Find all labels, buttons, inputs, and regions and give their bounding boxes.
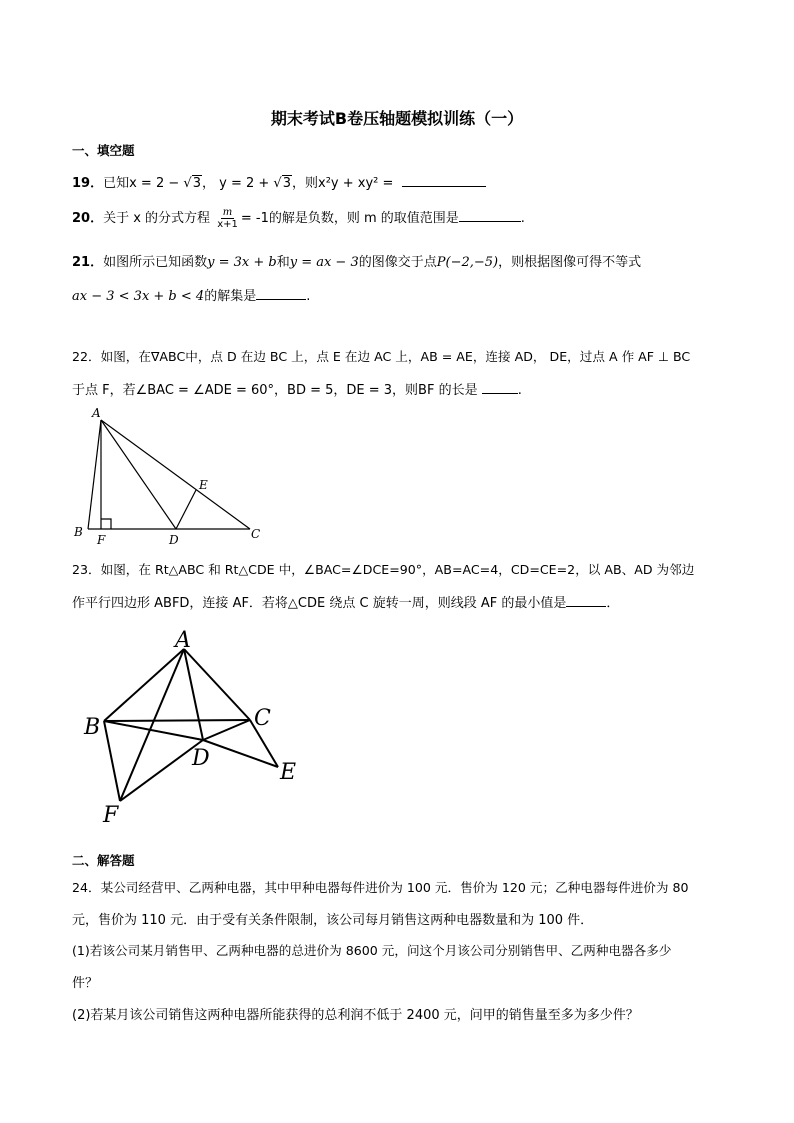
question-24-part-1-line-1: (1)若该公司某月销售甲、乙两种电器的总进价为 8600 元，问这个月该公司分别销售甲、乙两种电器各多少: [72, 943, 672, 958]
label-f: F: [97, 533, 106, 547]
segment-ad: [184, 649, 203, 740]
q19-sqrt-y: 3: [282, 176, 291, 191]
question-19: [72, 172, 486, 191]
question-24-line-1: 24．某公司经营甲、乙两种电器，其中甲种电器每件进价为 100 元．售价为 120 元；乙种电器每件进价为 80: [72, 880, 689, 895]
q19-answer-blank[interactable]: [402, 186, 486, 187]
q20-frac-numerator: m: [222, 207, 233, 218]
label-b: B: [74, 525, 83, 539]
q23-text: 作平行四边形 ABFD，连接 AF．若将△CDE 绕点 C 旋转一周，则线段 AF 的最小值是: [72, 596, 567, 611]
q20-number: 20．: [72, 211, 104, 226]
label-c: C: [254, 706, 271, 731]
question-23-line-2: [72, 592, 619, 611]
q23-quadrilateral-figure: [78, 625, 318, 830]
segment-ab: [88, 420, 101, 529]
q21-text-4: ，则根据图像可得不等式: [498, 255, 642, 270]
q21-text-2: 和: [276, 255, 290, 270]
segment-dc: [203, 720, 250, 740]
q19-sep: ，: [201, 176, 215, 191]
sqrt-icon: √: [183, 176, 192, 191]
q20-frac-denominator: x+1: [217, 219, 238, 230]
q19-expression: x²y + xy² =: [318, 176, 394, 191]
q21-number: 21．: [72, 255, 104, 270]
q19-sqrt-x: 3: [192, 176, 201, 191]
q21-function-1: y = 3x + b: [207, 255, 277, 270]
label-c: C: [251, 527, 261, 541]
q21-text-5: 的解集是: [204, 289, 257, 304]
question-24-part-1-line-2: 件？: [72, 976, 99, 991]
q20-end: .: [520, 211, 525, 226]
q19-text-1: 已知: [103, 176, 130, 191]
segment-ad: [101, 420, 176, 529]
q19-y-expr: y = 2 +: [219, 176, 274, 191]
q19-x-expr: x = 2 −: [129, 176, 184, 191]
q22-answer-blank[interactable]: [482, 393, 518, 394]
segment-bc: [104, 720, 250, 721]
label-a: A: [92, 406, 101, 420]
question-24-line-2: 元，售价为 110 元．由于受有关条件限制，该公司每月销售这两种电器数量和为 100 件．: [72, 913, 594, 928]
question-23-line-1: 23．如图，在 Rt△ABC 和 Rt△CDE 中，∠BAC=∠DCE=90°，AB=AC=4，CD=CE=2，以 AB、AD 为邻边: [72, 562, 695, 577]
q21-end: .: [306, 289, 311, 304]
question-21-line-1: [72, 251, 641, 270]
question-22-line-1: 22．如图，在∇ABC中，点 D 在边 BC 上，点 E 在边 AC 上，AB = AE，连接 AD， DE，过点 A 作 AF ⊥ BC: [72, 349, 691, 364]
label-d: D: [192, 746, 210, 771]
q22-end: .: [517, 383, 522, 398]
segment-ac: [101, 420, 250, 529]
q20-answer-blank[interactable]: [459, 221, 521, 222]
label-b: B: [84, 715, 101, 740]
segment-bf: [104, 721, 120, 801]
label-e: E: [199, 478, 208, 492]
section-answer: 二、解答题: [72, 853, 135, 868]
segment-de: [176, 490, 196, 529]
q21-text-3: 的图像交于点: [358, 255, 437, 270]
q23-answer-blank[interactable]: [566, 606, 606, 607]
q22-text: 于点 F，若∠BAC = ∠ADE = 60°，BD = 5，DE = 3，则BF 的长是: [72, 383, 478, 398]
page-title: 期末考试B卷压轴题模拟训练（一）: [270, 109, 524, 128]
q21-answer-blank[interactable]: [256, 299, 306, 300]
right-angle-mark: [101, 519, 111, 529]
q21-point: P(−2,−5): [436, 255, 499, 270]
label-f: F: [103, 803, 119, 828]
segment-ab: [104, 649, 184, 721]
q21-function-2: y = ax − 3: [289, 255, 359, 270]
q20-text-1: 关于 x 的分式方程: [103, 211, 211, 226]
question-24-part-2: (2)若某月该公司销售这两种电器所能获得的总利润不低于 2400 元，问甲的销售量至多为多少件？: [72, 1008, 639, 1023]
label-a: A: [175, 628, 191, 653]
q21-text-1: 如图所示已知函数: [103, 255, 208, 270]
segment-de: [203, 740, 278, 767]
q22-triangle-figure: [70, 402, 270, 552]
q19-text-2: ，则: [291, 176, 318, 191]
q20-text-2: = -1的解是负数，则 m 的取值范围是: [240, 211, 459, 226]
question-21-line-2: [72, 285, 310, 304]
label-d: D: [169, 533, 179, 547]
q21-inequality: ax − 3 < 3x + b < 4: [72, 289, 205, 304]
q19-number: 19．: [72, 176, 104, 191]
segment-ac: [184, 649, 250, 720]
question-20: [72, 207, 525, 230]
label-e: E: [280, 760, 297, 785]
section-fill-in-blank: 一、填空题: [72, 143, 135, 158]
sqrt-icon: √: [273, 176, 282, 191]
q23-end: ．: [606, 596, 620, 611]
q20-fraction: [215, 207, 240, 230]
question-22-line-2: [72, 379, 522, 398]
